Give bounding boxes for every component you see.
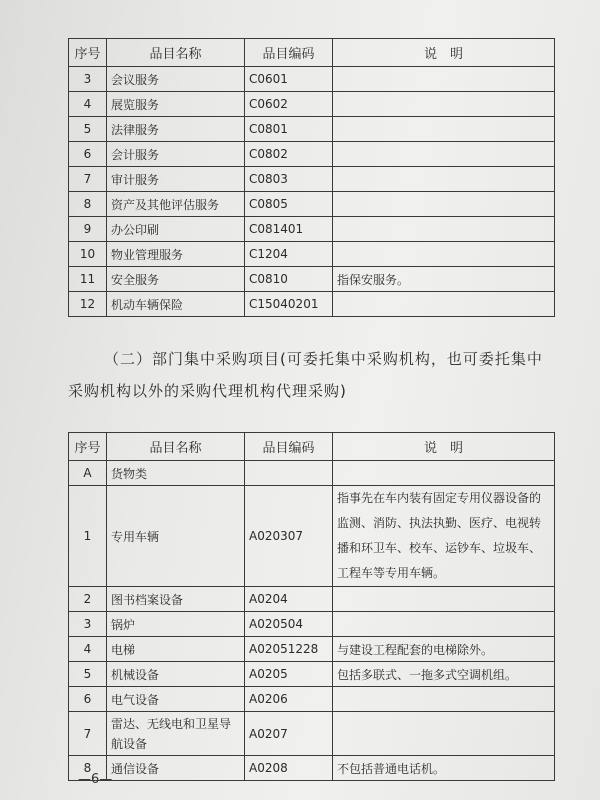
table-row — [69, 192, 555, 217]
cell-note: 指事先在车内装有固定专用仪器设备的监测、消防、执法执勤、医疗、电视转播和环卫车、校车、运钞车、垃圾车、工程车等专用车辆。 — [333, 486, 555, 587]
cell-note — [333, 292, 555, 317]
cell-no: 11 — [69, 267, 107, 292]
cell-note — [333, 242, 555, 267]
cell-code: A020504 — [245, 612, 333, 637]
cell-name: 会议服务 — [107, 67, 245, 92]
cell-code: C0602 — [245, 92, 333, 117]
cell-note — [333, 92, 555, 117]
service-items-table — [68, 38, 555, 317]
cell-note — [333, 192, 555, 217]
cell-no: 6 — [69, 687, 107, 712]
cell-note — [333, 67, 555, 92]
cell-name: 会计服务 — [107, 142, 245, 167]
cell-name: 电气设备 — [107, 687, 245, 712]
page-number: —6— — [78, 772, 113, 787]
cell-no: 7 — [69, 167, 107, 192]
table-row — [69, 292, 555, 317]
cell-code: C15040201 — [245, 292, 333, 317]
cell-code: A0208 — [245, 756, 333, 781]
cell-name: 锅炉 — [107, 612, 245, 637]
cell-note: 不包括普通电话机。 — [333, 756, 555, 781]
table-row — [69, 662, 555, 687]
cell-note — [333, 167, 555, 192]
cell-name: 法律服务 — [107, 117, 245, 142]
header-item-code: 品目编码 — [245, 433, 333, 461]
table-row — [69, 637, 555, 662]
cell-code: C1204 — [245, 242, 333, 267]
cell-no: 1 — [69, 486, 107, 587]
table-row — [69, 92, 555, 117]
cell-note — [333, 142, 555, 167]
cell-name: 物业管理服务 — [107, 242, 245, 267]
header-item-code: 品目编码 — [245, 39, 333, 67]
table-row — [69, 117, 555, 142]
cell-no: 12 — [69, 292, 107, 317]
cell-no: 10 — [69, 242, 107, 267]
cell-note: 与建设工程配套的电梯除外。 — [333, 637, 555, 662]
cell-code: C081401 — [245, 217, 333, 242]
cell-name: 电梯 — [107, 637, 245, 662]
cell-name: 专用车辆 — [107, 486, 245, 587]
section-heading-paragraph: （二）部门集中采购项目(可委托集中采购机构，也可委托集中采购机构以外的采购代理机构代理采购) — [68, 350, 543, 400]
cell-name: 机械设备 — [107, 662, 245, 687]
table-row — [69, 587, 555, 612]
table-row — [69, 167, 555, 192]
cell-category-name: 货物类 — [107, 461, 245, 486]
table-row — [69, 142, 555, 167]
category-row — [69, 461, 555, 486]
cell-code — [245, 461, 333, 486]
cell-code: A0206 — [245, 687, 333, 712]
header-no: 序号 — [69, 433, 107, 461]
table-row — [69, 267, 555, 292]
cell-code: A0204 — [245, 587, 333, 612]
cell-code: A0205 — [245, 662, 333, 687]
cell-no: 8 — [69, 192, 107, 217]
header-item-name: 品目名称 — [107, 39, 245, 67]
cell-no: 2 — [69, 587, 107, 612]
cell-name: 办公印刷 — [107, 217, 245, 242]
cell-code: C0810 — [245, 267, 333, 292]
cell-code: C0601 — [245, 67, 333, 92]
cell-name: 安全服务 — [107, 267, 245, 292]
cell-name: 雷达、无线电和卫星导航设备 — [107, 712, 245, 756]
cell-note — [333, 117, 555, 142]
cell-name: 图书档案设备 — [107, 587, 245, 612]
cell-name: 通信设备 — [107, 756, 245, 781]
header-no: 序号 — [69, 39, 107, 67]
table-row — [69, 217, 555, 242]
cell-no: 4 — [69, 92, 107, 117]
cell-name: 审计服务 — [107, 167, 245, 192]
cell-no: 3 — [69, 67, 107, 92]
cell-note — [333, 217, 555, 242]
cell-note — [333, 687, 555, 712]
table-row — [69, 712, 555, 756]
cell-name: 资产及其他评估服务 — [107, 192, 245, 217]
header-note: 说 明 — [333, 433, 555, 461]
cell-no: A — [69, 461, 107, 486]
table-row — [69, 67, 555, 92]
table-row — [69, 242, 555, 267]
header-item-name: 品目名称 — [107, 433, 245, 461]
cell-code: C0802 — [245, 142, 333, 167]
cell-note — [333, 712, 555, 756]
table-row — [69, 756, 555, 781]
table-header-row — [69, 39, 555, 67]
cell-no: 6 — [69, 142, 107, 167]
table-row — [69, 612, 555, 637]
cell-code: C0803 — [245, 167, 333, 192]
cell-name: 机动车辆保险 — [107, 292, 245, 317]
cell-note: 包括多联式、一拖多式空调机组。 — [333, 662, 555, 687]
cell-code: C0801 — [245, 117, 333, 142]
cell-note — [333, 587, 555, 612]
cell-no: 4 — [69, 637, 107, 662]
cell-no: 8 — [69, 756, 107, 781]
cell-name: 展览服务 — [107, 92, 245, 117]
cell-code: A02051228 — [245, 637, 333, 662]
cell-no: 9 — [69, 217, 107, 242]
cell-no: 3 — [69, 612, 107, 637]
goods-items-table — [68, 432, 555, 781]
cell-code: C0805 — [245, 192, 333, 217]
table-header-row — [69, 433, 555, 461]
header-note: 说 明 — [333, 39, 555, 67]
cell-note: 指保安服务。 — [333, 267, 555, 292]
cell-no: 7 — [69, 712, 107, 756]
table-row — [69, 687, 555, 712]
cell-code: A020307 — [245, 486, 333, 587]
cell-note — [333, 612, 555, 637]
cell-no: 5 — [69, 117, 107, 142]
cell-no: 5 — [69, 662, 107, 687]
table-row — [69, 486, 555, 587]
cell-note — [333, 461, 555, 486]
cell-code: A0207 — [245, 712, 333, 756]
